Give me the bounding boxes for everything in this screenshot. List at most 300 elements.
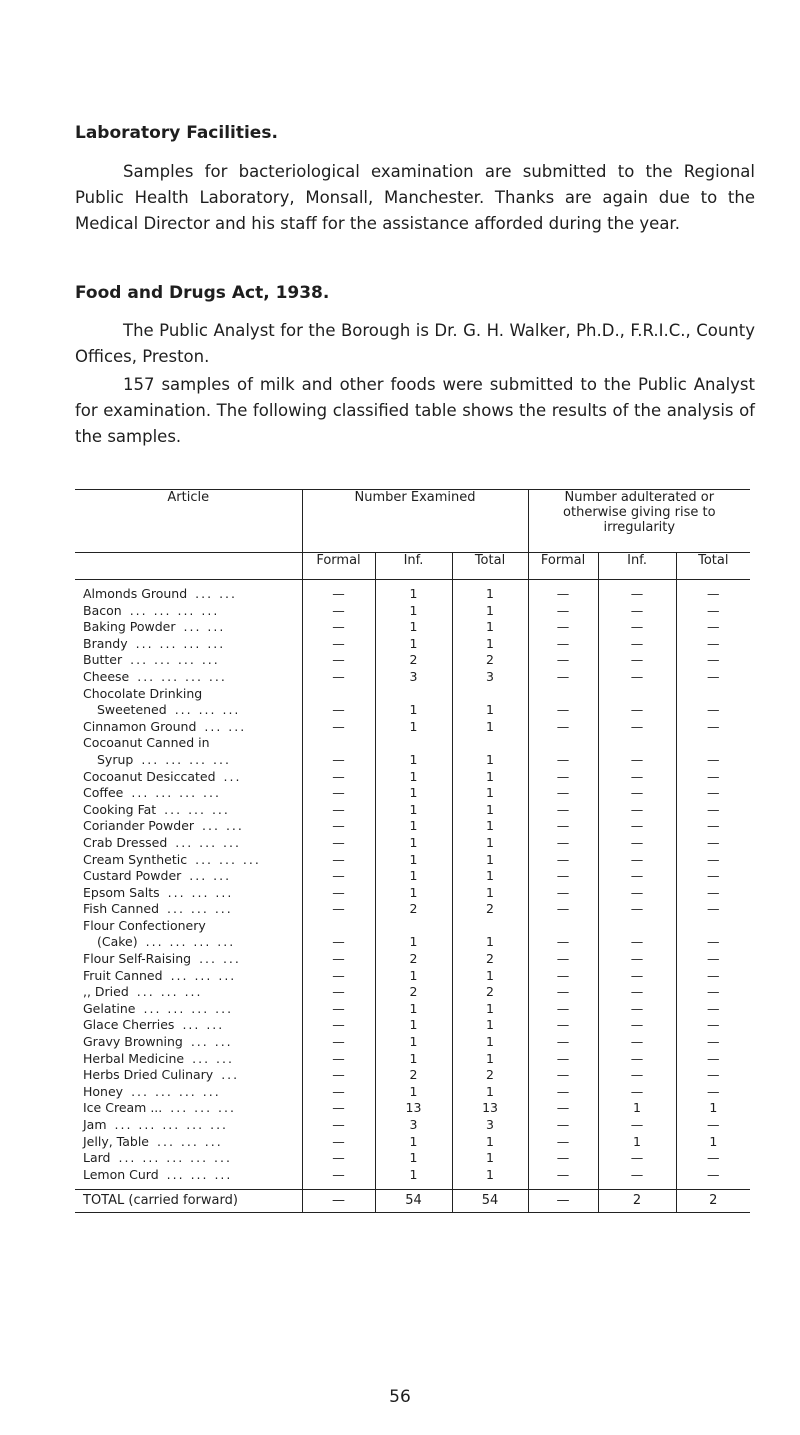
examined-inf-cell: 1	[375, 785, 452, 802]
samples-paragraph: 157 samples of milk and other foods were submitted to the Public Analyst for examination. The following classified table shows the results of the analysis of the samples.	[75, 375, 755, 446]
adulterated-inf-header: Inf.	[598, 553, 676, 580]
adulterated-total-cell: —	[676, 1150, 750, 1167]
adulterated-formal-cell: —	[528, 719, 598, 736]
examined-formal-cell: —	[302, 984, 375, 1001]
food-heading: Food and Drugs Act, 1938.	[75, 283, 330, 303]
adulterated-inf-cell: —	[598, 868, 676, 885]
adulterated-inf-cell: 1	[598, 1100, 676, 1117]
article-cell	[75, 619, 302, 636]
article-name-continued: Syrup	[97, 751, 134, 767]
adulterated-formal-cell: —	[528, 1117, 598, 1134]
examined-inf-cell: 1	[375, 968, 452, 985]
examined-inf-cell: 1	[375, 835, 452, 852]
adulterated-formal-cell: —	[528, 769, 598, 786]
leader-dots: ...	[223, 768, 242, 784]
adulterated-formal-cell: —	[528, 1051, 598, 1068]
table-row	[75, 686, 750, 719]
leader-dots: ... ... ... ...	[145, 934, 236, 950]
article-name: Flour Confectionery	[83, 917, 206, 933]
adulterated-total-cell: —	[676, 835, 750, 852]
examined-formal-cell: —	[302, 1117, 375, 1134]
adulterated-total-cell: —	[676, 1117, 750, 1134]
adulterated-formal-cell: —	[528, 1100, 598, 1117]
adulterated-formal-header: Formal	[528, 553, 598, 580]
adulterated-formal-cell: —	[528, 951, 598, 968]
examined-formal-cell: —	[302, 735, 375, 768]
examined-total-cell: 1	[452, 835, 528, 852]
adulterated-total-cell: —	[676, 918, 750, 951]
leader-dots: ... ... ...	[195, 851, 261, 867]
article-cell	[75, 1167, 302, 1184]
examined-inf-cell: 1	[375, 818, 452, 835]
examined-total-cell: 1	[452, 802, 528, 819]
leader-dots: ... ... ... ...	[135, 635, 226, 651]
table-row	[75, 968, 750, 985]
adulterated-formal-cell: —	[528, 1034, 598, 1051]
examined-formal-cell: —	[302, 951, 375, 968]
examined-inf-cell: 1	[375, 1034, 452, 1051]
examined-formal-cell: —	[302, 968, 375, 985]
adulterated-total-cell: —	[676, 818, 750, 835]
adulterated-inf-cell: —	[598, 984, 676, 1001]
adulterated-total-cell: —	[676, 951, 750, 968]
adulterated-total-cell: —	[676, 852, 750, 869]
article-name: Crab Dressed	[83, 834, 168, 850]
examined-total-cell: 1	[452, 1134, 528, 1151]
leader-dots: ... ...	[192, 1050, 234, 1066]
adulterated-total-cell: —	[676, 619, 750, 636]
adulterated-inf-cell: —	[598, 951, 676, 968]
examined-inf-cell: 1	[375, 1134, 452, 1151]
article-cell	[75, 835, 302, 852]
adulterated-formal-cell: —	[528, 686, 598, 719]
examined-inf-cell: 1	[375, 636, 452, 653]
table-row	[75, 1067, 750, 1084]
adulterated-inf-cell: —	[598, 769, 676, 786]
examined-inf-cell: 1	[375, 735, 452, 768]
article-cell	[75, 968, 302, 985]
examined-inf-cell: 1	[375, 1001, 452, 1018]
adulterated-inf-cell: —	[598, 1067, 676, 1084]
article-name: Fruit Canned	[83, 967, 163, 983]
examined-inf-cell: 2	[375, 901, 452, 918]
leader-dots: ... ... ...	[136, 984, 203, 1000]
article-name: Coffee	[83, 785, 124, 801]
article-cell	[75, 719, 302, 736]
examined-formal-cell: —	[302, 918, 375, 951]
table-row	[75, 603, 750, 620]
article-name-continued: Sweetened	[97, 702, 167, 718]
adulterated-inf-cell: —	[598, 1034, 676, 1051]
article-name: Almonds Ground	[83, 586, 188, 601]
adulterated-total-cell: —	[676, 1167, 750, 1184]
leader-dots: ... ...	[195, 586, 237, 601]
article-name: Baking Powder	[83, 619, 176, 635]
adulterated-formal-cell: —	[528, 984, 598, 1001]
article-name: Ice Cream ...	[83, 1100, 163, 1116]
examined-inf-cell: 1	[375, 586, 452, 603]
total-examined-inf-cell: 54	[375, 1190, 452, 1213]
examined-header: Number Examined	[302, 490, 528, 553]
table-row	[75, 636, 750, 653]
examined-formal-cell: —	[302, 586, 375, 603]
adulterated-inf-cell: —	[598, 885, 676, 902]
adulterated-inf-cell: —	[598, 1001, 676, 1018]
adulterated-formal-cell: —	[528, 1067, 598, 1084]
examined-formal-cell: —	[302, 1167, 375, 1184]
adulterated-formal-cell: —	[528, 785, 598, 802]
adulterated-inf-cell: —	[598, 735, 676, 768]
article-name: Butter	[83, 652, 123, 668]
adulterated-total-cell: —	[676, 586, 750, 603]
article-cell	[75, 785, 302, 802]
table-row	[75, 619, 750, 636]
article-name: Cooking Fat	[83, 801, 157, 817]
leader-dots: ... ... ...	[167, 884, 234, 900]
article-name: Cinnamon Ground	[83, 718, 197, 734]
examined-inf-header: Inf.	[375, 553, 452, 580]
adulterated-inf-cell: —	[598, 835, 676, 852]
article-cell	[75, 735, 302, 768]
examined-total-cell: 1	[452, 603, 528, 620]
examined-total-cell: 1	[452, 1034, 528, 1051]
adulterated-inf-cell: —	[598, 652, 676, 669]
adulterated-total-cell: —	[676, 686, 750, 719]
examined-total-cell: 1	[452, 1001, 528, 1018]
table-row	[75, 901, 750, 918]
adulterated-formal-cell: —	[528, 1134, 598, 1151]
article-cell	[75, 652, 302, 669]
article-cell	[75, 802, 302, 819]
examined-formal-cell: —	[302, 636, 375, 653]
adulterated-total-cell: 1	[676, 1100, 750, 1117]
article-name: Jelly, Table	[83, 1133, 149, 1149]
adulterated-formal-cell: —	[528, 652, 598, 669]
examined-total-cell: 1	[452, 852, 528, 869]
examined-formal-cell: —	[302, 802, 375, 819]
examined-total-cell: 1	[452, 1167, 528, 1184]
examined-formal-cell: —	[302, 1051, 375, 1068]
examined-inf-cell: 1	[375, 1051, 452, 1068]
examined-inf-cell: 2	[375, 984, 452, 1001]
analyst-paragraph: The Public Analyst for the Borough is Dr. G. H. Walker, Ph.D., F.R.I.C., County Offices, Preston.	[75, 321, 755, 366]
adulterated-total-cell: —	[676, 868, 750, 885]
article-cell	[75, 868, 302, 885]
article-cell	[75, 586, 302, 603]
adulterated-formal-cell: —	[528, 603, 598, 620]
article-name: Flour Self-Raising	[83, 951, 192, 967]
adulterated-total-cell: —	[676, 1067, 750, 1084]
article-name: Brandy	[83, 635, 128, 651]
adulterated-formal-cell: —	[528, 885, 598, 902]
article-cell	[75, 918, 302, 951]
examined-formal-cell: —	[302, 852, 375, 869]
adulterated-formal-cell: —	[528, 1167, 598, 1184]
examined-total-cell: 1	[452, 785, 528, 802]
adulterated-inf-cell: —	[598, 586, 676, 603]
examined-formal-cell: —	[302, 868, 375, 885]
examined-total-cell: 1	[452, 1150, 528, 1167]
table-row	[75, 1017, 750, 1034]
examined-formal-cell: —	[302, 818, 375, 835]
adulterated-inf-cell: —	[598, 1084, 676, 1101]
adulterated-total-header: Total	[676, 553, 750, 580]
examined-total-cell: 1	[452, 586, 528, 603]
examined-total-cell: 1	[452, 769, 528, 786]
adulterated-header: Number adulterated or otherwise giving rise to irregularity	[528, 490, 750, 553]
examined-inf-cell: 3	[375, 669, 452, 686]
examined-total-cell: 2	[452, 984, 528, 1001]
leader-dots: ... ... ...	[166, 1166, 233, 1182]
examined-inf-cell: 2	[375, 652, 452, 669]
article-name: Lemon Curd	[83, 1166, 159, 1182]
table-row	[75, 669, 750, 686]
table-row	[75, 586, 750, 603]
adulterated-formal-cell: —	[528, 669, 598, 686]
examined-formal-cell: —	[302, 1084, 375, 1101]
adulterated-inf-cell: —	[598, 669, 676, 686]
article-cell	[75, 769, 302, 786]
article-cell	[75, 1017, 302, 1034]
table-row	[75, 719, 750, 736]
adulterated-inf-cell: —	[598, 603, 676, 620]
article-name: Cocoanut Canned in	[83, 735, 210, 751]
examined-inf-cell: 3	[375, 1117, 452, 1134]
article-cell	[75, 1001, 302, 1018]
adulterated-inf-cell: —	[598, 852, 676, 869]
article-cell	[75, 1067, 302, 1084]
table-row	[75, 802, 750, 819]
article-name: Epsom Salts	[83, 884, 160, 900]
adulterated-inf-cell: 1	[598, 1134, 676, 1151]
table-row	[75, 652, 750, 669]
examined-total-cell: 3	[452, 669, 528, 686]
results-table	[75, 489, 750, 1215]
examined-formal-cell: —	[302, 1034, 375, 1051]
article-name: Chocolate Drinking	[83, 685, 203, 701]
examined-inf-cell: 1	[375, 885, 452, 902]
adulterated-formal-cell: —	[528, 901, 598, 918]
examined-formal-cell: —	[302, 669, 375, 686]
adulterated-formal-cell: —	[528, 1017, 598, 1034]
examined-inf-cell: 2	[375, 1067, 452, 1084]
examined-total-cell: 1	[452, 735, 528, 768]
examined-inf-cell: 1	[375, 1017, 452, 1034]
examined-formal-cell: —	[302, 835, 375, 852]
examined-formal-cell: —	[302, 603, 375, 620]
adulterated-inf-cell: —	[598, 686, 676, 719]
table-row	[75, 1167, 750, 1184]
adulterated-inf-cell: —	[598, 802, 676, 819]
article-cell	[75, 885, 302, 902]
table-row	[75, 1117, 750, 1134]
adulterated-formal-cell: —	[528, 868, 598, 885]
leader-dots: ... ...	[190, 1034, 233, 1050]
table-row	[75, 835, 750, 852]
examined-inf-cell: 1	[375, 686, 452, 719]
adulterated-total-cell: —	[676, 785, 750, 802]
examined-formal-cell: —	[302, 1017, 375, 1034]
total-examined-formal-cell: —	[302, 1190, 375, 1213]
table-row	[75, 885, 750, 902]
table-row	[75, 735, 750, 768]
leader-dots: ... ...	[202, 818, 244, 834]
examined-formal-header: Formal	[302, 553, 375, 580]
adulterated-total-cell: —	[676, 769, 750, 786]
examined-formal-cell: —	[302, 719, 375, 736]
leader-dots: ... ... ... ...	[141, 751, 231, 767]
table-row	[75, 1001, 750, 1018]
adulterated-inf-cell: —	[598, 1167, 676, 1184]
adulterated-total-cell: —	[676, 968, 750, 985]
adulterated-inf-cell: —	[598, 636, 676, 653]
total-label: TOTAL (carried forward)	[75, 1190, 302, 1213]
leader-dots: ... ... ... ...	[137, 668, 227, 684]
adulterated-total-cell: —	[676, 636, 750, 653]
page-number: 56	[389, 1387, 411, 1407]
article-cell	[75, 1034, 302, 1051]
adulterated-total-cell: —	[676, 1001, 750, 1018]
leader-dots: ... ...	[182, 1017, 225, 1033]
examined-total-cell: 2	[452, 652, 528, 669]
article-name: Cheese	[83, 668, 130, 684]
adulterated-inf-cell: —	[598, 1117, 676, 1134]
adulterated-inf-cell: —	[598, 1150, 676, 1167]
table-subheader-row	[75, 553, 750, 580]
examined-inf-cell: 1	[375, 719, 452, 736]
examined-formal-cell: —	[302, 1067, 375, 1084]
leader-dots: ... ... ...	[164, 801, 230, 817]
leader-dots: ... ... ...	[174, 702, 241, 718]
examined-inf-cell: 1	[375, 802, 452, 819]
leader-dots: ... ... ... ...	[130, 652, 220, 668]
article-cell	[75, 852, 302, 869]
adulterated-formal-cell: —	[528, 735, 598, 768]
article-cell	[75, 686, 302, 719]
examined-formal-cell: —	[302, 1001, 375, 1018]
table-row	[75, 918, 750, 951]
adulterated-formal-cell: —	[528, 802, 598, 819]
adulterated-formal-cell: —	[528, 852, 598, 869]
leader-dots: ... ... ... ...	[129, 602, 220, 618]
examined-formal-cell: —	[302, 769, 375, 786]
adulterated-total-cell: 1	[676, 1134, 750, 1151]
adulterated-formal-cell: —	[528, 1001, 598, 1018]
examined-formal-cell: —	[302, 652, 375, 669]
adulterated-inf-cell: —	[598, 785, 676, 802]
table-row	[75, 1134, 750, 1151]
article-cell	[75, 1117, 302, 1134]
table-row	[75, 951, 750, 968]
examined-inf-cell: 1	[375, 852, 452, 869]
article-cell	[75, 1134, 302, 1151]
examined-total-cell: 1	[452, 885, 528, 902]
examined-formal-cell: —	[302, 686, 375, 719]
table-row	[75, 1100, 750, 1117]
adulterated-formal-cell: —	[528, 968, 598, 985]
article-cell	[75, 818, 302, 835]
leader-dots: ... ...	[189, 868, 232, 884]
article-name: Cocoanut Desiccated	[83, 768, 216, 784]
examined-formal-cell: —	[302, 885, 375, 902]
adulterated-inf-cell: —	[598, 719, 676, 736]
leader-dots: ... ... ...	[170, 967, 237, 983]
article-cell	[75, 951, 302, 968]
adulterated-total-cell: —	[676, 719, 750, 736]
article-name: Lard	[83, 1150, 111, 1166]
article-cell	[75, 1100, 302, 1117]
leader-dots: ... ... ...	[175, 834, 241, 850]
examined-total-cell: 1	[452, 868, 528, 885]
article-name: Custard Powder	[83, 868, 182, 884]
examined-total-header: Total	[452, 553, 528, 580]
examined-total-cell: 1	[452, 968, 528, 985]
leader-dots: ... ... ... ...	[131, 785, 221, 801]
adulterated-formal-cell: —	[528, 1084, 598, 1101]
adulterated-total-cell: —	[676, 603, 750, 620]
examined-total-cell: 3	[452, 1117, 528, 1134]
table-row	[75, 1034, 750, 1051]
adulterated-total-cell: —	[676, 1084, 750, 1101]
table-row	[75, 769, 750, 786]
article-name: Honey	[83, 1083, 124, 1099]
examined-total-cell: 2	[452, 1067, 528, 1084]
adulterated-total-cell: —	[676, 1051, 750, 1068]
adulterated-formal-cell: —	[528, 818, 598, 835]
table-header-row	[75, 490, 750, 553]
article-cell	[75, 1084, 302, 1101]
examined-inf-cell: 1	[375, 1167, 452, 1184]
article-cell	[75, 984, 302, 1001]
adulterated-formal-cell: —	[528, 1150, 598, 1167]
lab-heading: Laboratory Facilities.	[75, 123, 278, 143]
article-cell	[75, 1051, 302, 1068]
adulterated-formal-cell: —	[528, 586, 598, 603]
examined-total-cell: 1	[452, 1051, 528, 1068]
lab-paragraph: Samples for bacteriological examination are submitted to the Regional Public Health Laboratory, Monsall, Manchester. Thanks are again due to the Medical Director and his staff for the assistance afforded during the year.	[75, 162, 755, 233]
examined-formal-cell: —	[302, 619, 375, 636]
leader-dots: ... ... ... ...	[143, 1000, 234, 1016]
table-row	[75, 1051, 750, 1068]
examined-inf-cell: 1	[375, 918, 452, 951]
total-row	[75, 1190, 750, 1213]
examined-total-cell: 13	[452, 1100, 528, 1117]
examined-total-cell: 1	[452, 918, 528, 951]
examined-formal-cell: —	[302, 1100, 375, 1117]
examined-formal-cell: —	[302, 1150, 375, 1167]
adulterated-formal-cell: —	[528, 835, 598, 852]
examined-inf-cell: 13	[375, 1100, 452, 1117]
examined-total-cell: 1	[452, 1084, 528, 1101]
article-name: Glace Cherries	[83, 1017, 175, 1033]
adulterated-formal-cell: —	[528, 619, 598, 636]
adulterated-total-cell: —	[676, 901, 750, 918]
article-name: Gravy Browning	[83, 1034, 183, 1050]
article-name: Coriander Powder	[83, 818, 195, 834]
total-adulterated-formal-cell: —	[528, 1190, 598, 1213]
adulterated-total-cell: —	[676, 669, 750, 686]
table-row	[75, 785, 750, 802]
adulterated-inf-cell: —	[598, 1017, 676, 1034]
adulterated-inf-cell: —	[598, 968, 676, 985]
table-row	[75, 1084, 750, 1101]
leader-dots: ... ... ... ...	[131, 1083, 221, 1099]
adulterated-total-cell: —	[676, 1034, 750, 1051]
examined-total-cell: 1	[452, 619, 528, 636]
adulterated-inf-cell: —	[598, 1051, 676, 1068]
leader-dots: ... ... ...	[167, 901, 233, 917]
article-name: Herbal Medicine	[83, 1050, 185, 1066]
